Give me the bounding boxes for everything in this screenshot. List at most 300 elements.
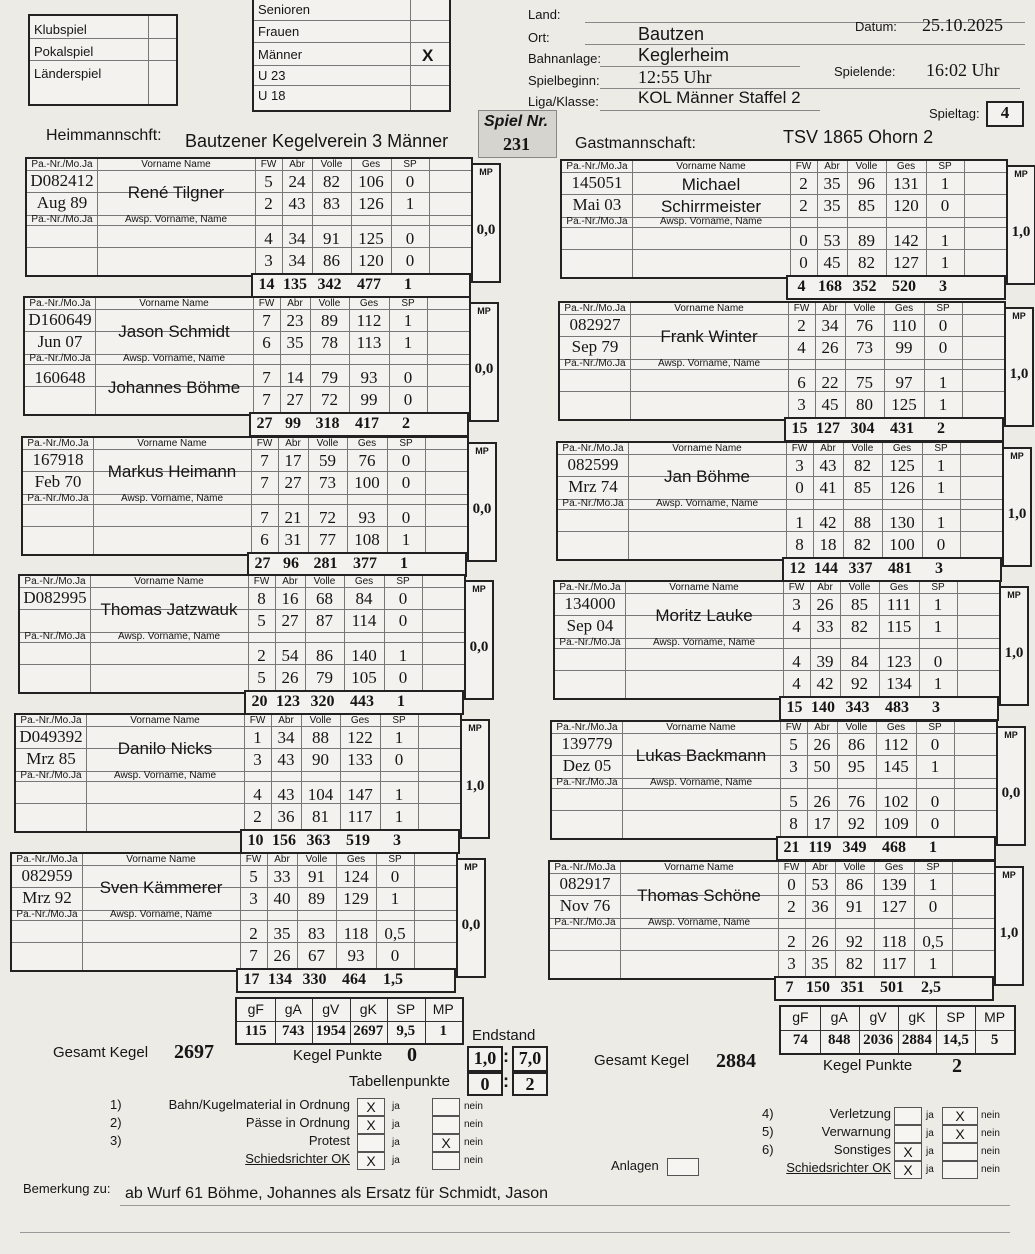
mp-header: MP	[1007, 590, 1021, 600]
player-pass: 167918	[32, 450, 84, 469]
check-nein-box[interactable]	[432, 1152, 460, 1170]
col-header-sub-name: Awsp. Vorname, Name	[659, 216, 763, 227]
category-frauen: Frauen	[258, 24, 300, 39]
score-cell: 92	[846, 932, 863, 951]
score-cell: 2	[787, 932, 796, 951]
score-cell: 124	[343, 867, 369, 886]
col-header-abr: Abr	[285, 438, 301, 449]
total-cell: 520	[892, 278, 916, 295]
total-cell: 10	[247, 832, 264, 849]
player-date: Nov 76	[559, 896, 611, 915]
col-header-pass: Pa.-Nr./Mo.Ja	[559, 582, 621, 593]
col-header-sp: SP	[401, 298, 415, 309]
anlagen-label: Anlagen	[611, 1158, 659, 1173]
col-header-volle: Volle	[853, 303, 876, 314]
ort-value: Bautzen	[638, 24, 705, 44]
score-cell: 35	[286, 333, 304, 352]
mp-value: 1,0	[1009, 366, 1029, 382]
col-header-ges: Ges	[896, 161, 916, 172]
check-number: 4)	[762, 1106, 774, 1121]
score-cell: 17	[284, 451, 302, 470]
check-label: Schiedsrichter OK	[786, 1160, 891, 1175]
mp-header: MP	[1014, 169, 1028, 179]
guest-player-block	[560, 159, 1035, 297]
endstand-home: 1,0	[467, 1046, 503, 1072]
total-cell: 1	[929, 839, 937, 856]
player-name: Michael	[681, 175, 741, 194]
mp-box	[1002, 447, 1032, 567]
score-cell: 82	[858, 253, 875, 272]
score-cell: 2	[799, 196, 808, 215]
score-cell: 139	[881, 875, 907, 894]
score-cell: 0	[930, 735, 940, 754]
score-cell: 8	[789, 814, 798, 833]
guest-gesamt-value: 2884	[716, 1050, 756, 1072]
score-cell: 5	[789, 735, 798, 754]
col-header-sp: SP	[931, 582, 945, 593]
score-cell: 72	[321, 390, 338, 409]
mp-box	[1006, 165, 1035, 285]
check-ja-box[interactable]: X	[894, 1143, 922, 1161]
check-nein-box[interactable]: X	[942, 1125, 978, 1143]
total-cell: 15	[791, 420, 808, 437]
col-header-name: Vorname Name	[130, 715, 200, 726]
check-nein-box[interactable]	[942, 1143, 978, 1161]
ja-label: ja	[926, 1128, 934, 1139]
score-cell: 35	[823, 174, 841, 193]
total-cell: 281	[313, 555, 338, 572]
score-cell: 0	[405, 251, 415, 270]
check-nein-box[interactable]: X	[432, 1134, 460, 1152]
total-cell: 1	[404, 276, 412, 293]
score-cell: 68	[316, 589, 333, 608]
mp-box	[999, 586, 1029, 706]
score-cell: 130	[889, 513, 915, 532]
score-cell: 3	[787, 954, 796, 973]
score-cell: 0	[787, 875, 796, 894]
mp-value: 1,0	[999, 925, 1019, 941]
player-total-row	[244, 690, 464, 715]
score-cell: 83	[323, 194, 340, 213]
score-cell: 7	[260, 473, 269, 492]
score-cell: 35	[811, 954, 829, 973]
col-header-fw: FW	[258, 298, 275, 309]
score-cell: 6	[262, 333, 271, 352]
category-senioren: Senioren	[258, 2, 311, 17]
total-cell: 330	[302, 971, 327, 988]
score-cell: 120	[358, 251, 384, 270]
player-pass: 082959	[21, 866, 73, 885]
total-cell: 144	[814, 560, 838, 577]
mp-header: MP	[472, 584, 486, 594]
col-header-ges: Ges	[889, 582, 909, 593]
score-cell: 1	[928, 875, 938, 894]
total-cell: 342	[317, 276, 342, 293]
score-cell: 123	[886, 652, 912, 671]
score-cell: 140	[351, 646, 377, 665]
mp-header: MP	[1002, 870, 1016, 880]
player-name: Frank Winter	[660, 327, 758, 346]
col-header-name: Vorname Name	[141, 159, 211, 170]
guest-player-block	[548, 860, 1028, 998]
score-cell: 82	[851, 617, 868, 636]
col-header-sub-name: Awsp. Vorname, Name	[657, 358, 761, 369]
endstand-guest: 7,0	[512, 1046, 548, 1072]
ja-label: ja	[392, 1101, 400, 1112]
score-cell: 50	[813, 757, 831, 776]
score-cell: 1	[390, 889, 400, 908]
check-ja-box[interactable]: X	[357, 1116, 385, 1134]
score-cell: 6	[260, 530, 269, 549]
col-header-pass: Pa.-Nr./Mo.Ja	[24, 576, 86, 587]
total-cell: 481	[888, 560, 912, 577]
total-cell: 12	[789, 560, 806, 577]
col-header-pass: Pa.-Nr./Mo.Ja	[554, 862, 616, 873]
home-player-block	[21, 436, 501, 574]
spielnr-label: Spiel Nr.	[484, 113, 549, 130]
check-label: Verwarnung	[821, 1124, 891, 1139]
col-header-sp: SP	[403, 159, 417, 170]
total-cell: 156	[272, 832, 296, 849]
col-header-volle: Volle	[843, 862, 866, 873]
col-header-name: Vorname Name	[139, 298, 209, 309]
score-cell: 26	[816, 595, 834, 614]
player-pass: D082995	[23, 588, 87, 607]
score-cell: 3	[797, 395, 806, 414]
score-cell: 2	[797, 316, 806, 335]
score-cell: 35	[273, 924, 291, 943]
home-player-block	[14, 713, 494, 851]
category-mark: X	[422, 46, 434, 65]
col-header-pass: Pa.-Nr./Mo.Ja	[31, 159, 93, 170]
endstand-colon: :	[503, 1046, 509, 1066]
score-cell: 93	[347, 946, 365, 965]
check-ja-box[interactable]: X	[357, 1152, 385, 1170]
score-cell: 0	[403, 390, 413, 409]
col-header-name: Vorname Name	[137, 438, 207, 449]
guest-summary-table	[779, 1005, 1016, 1055]
summary-header: gF	[792, 1009, 809, 1025]
summary-value: 1	[439, 1023, 447, 1039]
score-cell: 2	[787, 897, 796, 916]
score-cell: 133	[347, 750, 373, 769]
mp-header: MP	[1010, 451, 1024, 461]
guest-kp-value: 2	[952, 1055, 962, 1077]
tabellen-label: Tabellenpunkte	[349, 1073, 450, 1090]
score-cell: 1	[398, 646, 408, 665]
score-cell: 43	[819, 456, 837, 475]
total-cell: 377	[353, 555, 377, 572]
score-cell: 84	[355, 589, 373, 608]
score-cell: 0	[930, 792, 940, 811]
col-header-name: Vorname Name	[666, 722, 736, 733]
home-label: Heimmannschft:	[46, 127, 162, 144]
score-cell: 1	[940, 231, 950, 250]
score-cell: 0,5	[384, 924, 406, 943]
check-ja-box[interactable]	[357, 1134, 385, 1152]
col-header-ges: Ges	[354, 576, 374, 587]
col-header-ges: Ges	[350, 715, 370, 726]
summary-value: 115	[244, 1023, 267, 1039]
score-cell: 2	[253, 807, 262, 826]
score-cell: 14	[286, 368, 304, 387]
total-cell: 320	[310, 693, 335, 710]
col-header-sp: SP	[938, 161, 952, 172]
player-name: Danilo Nicks	[117, 739, 213, 758]
score-cell: 2	[799, 174, 808, 193]
mp-value: 0,0	[1001, 785, 1021, 801]
score-cell: 96	[858, 174, 875, 193]
nein-label: nein	[981, 1110, 1000, 1121]
score-cell: 79	[316, 668, 333, 687]
score-cell: 147	[347, 785, 373, 804]
col-header-volle: Volle	[309, 715, 332, 726]
summary-header: MP	[432, 1001, 454, 1017]
score-cell: 7	[249, 946, 258, 965]
total-cell: 3	[939, 278, 947, 295]
check-ja-box[interactable]	[894, 1125, 922, 1143]
match-type-pokalspiel: Pokalspiel	[34, 44, 94, 59]
score-cell: 5	[257, 668, 266, 687]
score-cell: 0	[799, 231, 808, 250]
score-cell: 118	[343, 924, 369, 943]
score-cell: 120	[893, 196, 919, 215]
guest-label: Gastmannschaft:	[575, 135, 696, 152]
nein-label: nein	[464, 1101, 483, 1112]
col-header-volle: Volle	[851, 443, 874, 454]
score-cell: 145	[883, 757, 909, 776]
player-name: Markus Heimann	[107, 462, 237, 481]
score-cell: 41	[819, 478, 837, 497]
total-cell: 2	[937, 420, 945, 437]
player-name: Thomas Schöne	[637, 886, 761, 905]
total-cell: 1	[400, 555, 408, 572]
col-header-abr: Abr	[274, 854, 290, 865]
score-cell: 99	[360, 390, 378, 409]
col-header-fw: FW	[788, 582, 805, 593]
score-cell: 82	[854, 456, 871, 475]
check-number: 2)	[110, 1115, 122, 1130]
col-header-sub-pass: Pa.-Nr./Mo.Ja	[556, 777, 618, 788]
summary-header: MP	[984, 1009, 1006, 1025]
total-cell: 3	[932, 699, 940, 716]
mp-box	[456, 858, 486, 978]
mp-header: MP	[477, 306, 491, 316]
col-header-sp: SP	[392, 715, 406, 726]
score-cell: 76	[848, 792, 865, 811]
col-header-ges: Ges	[361, 159, 381, 170]
col-header-sub-pass: Pa.-Nr./Mo.Ja	[16, 909, 78, 920]
player-date: Mrz 85	[26, 749, 76, 768]
score-cell: 0	[940, 196, 950, 215]
score-cell: 91	[323, 229, 340, 248]
total-cell: 27	[254, 555, 271, 572]
mp-box	[467, 442, 497, 562]
score-cell: 1	[940, 174, 950, 193]
score-cell: 26	[813, 792, 831, 811]
col-header-pass: Pa.-Nr./Mo.Ja	[20, 715, 82, 726]
mp-value: 1,0	[1007, 506, 1027, 522]
datum-label: Datum:	[855, 19, 897, 34]
col-header-name: Vorname Name	[134, 576, 204, 587]
score-cell: 0	[405, 229, 415, 248]
summary-header: SP	[946, 1009, 966, 1025]
ja-label: ja	[926, 1164, 934, 1175]
nein-label: nein	[464, 1137, 483, 1148]
home-summary-table	[235, 997, 464, 1045]
total-cell: 2,5	[921, 979, 941, 996]
score-cell: 1	[403, 311, 413, 330]
col-header-ges: Ges	[894, 303, 914, 314]
tab-guest: 2	[512, 1072, 548, 1096]
total-cell: 134	[268, 971, 292, 988]
score-cell: 82	[323, 172, 340, 191]
score-cell: 26	[813, 735, 831, 754]
score-cell: 127	[893, 253, 919, 272]
summary-value: 2036	[863, 1032, 894, 1048]
mp-value: 0,0	[474, 361, 494, 377]
spielnr-box	[478, 110, 557, 158]
col-header-ges: Ges	[892, 443, 912, 454]
total-cell: 318	[315, 415, 340, 432]
col-header-ges: Ges	[359, 298, 379, 309]
player-date: Mai 03	[572, 195, 622, 214]
score-cell: 5	[789, 792, 798, 811]
col-header-sub-name: Awsp. Vorname, Name	[122, 353, 226, 364]
remark-text: ab Wurf 61 Böhme, Johannes als Ersatz für Schmidt, Jason	[125, 1185, 549, 1202]
check-ja-box[interactable]: X	[894, 1161, 922, 1179]
anlagen-box	[667, 1158, 699, 1176]
total-cell: 15	[786, 699, 803, 716]
player-name-2: Schirrmeister	[660, 197, 762, 216]
check-label: Schiedsrichter OK	[245, 1151, 350, 1166]
col-header-fw: FW	[260, 159, 277, 170]
nein-label: nein	[464, 1119, 483, 1130]
summary-header: gK	[359, 1001, 377, 1017]
col-header-sub-name: Awsp. Vorname, Name	[649, 777, 753, 788]
score-cell: 92	[848, 814, 865, 833]
col-header-name: Vorname Name	[674, 303, 744, 314]
col-header-abr: Abr	[817, 582, 833, 593]
check-nein-box[interactable]	[432, 1098, 460, 1116]
player-date: Mrz 74	[568, 477, 618, 496]
score-cell: 26	[821, 338, 839, 357]
score-cell: 0	[398, 611, 408, 630]
check-ja-box[interactable]: X	[357, 1098, 385, 1116]
mp-header: MP	[1004, 730, 1018, 740]
player-pass: D160649	[28, 310, 92, 329]
check-nein-box[interactable]	[432, 1116, 460, 1134]
summary-header: gF	[247, 1001, 264, 1017]
score-cell: 117	[881, 954, 907, 973]
home-gesamt-value: 2697	[174, 1041, 214, 1063]
score-cell: 67	[308, 946, 325, 965]
player-pass: 145051	[571, 173, 623, 192]
datum-value: 25.10.2025	[922, 15, 1003, 35]
score-cell: 77	[319, 530, 336, 549]
check-label: Bahn/Kugelmaterial in Ordnung	[168, 1097, 350, 1112]
col-header-sub-name: Awsp. Vorname, Name	[113, 770, 217, 781]
total-cell: 1,5	[383, 971, 403, 988]
col-header-ges: Ges	[886, 722, 906, 733]
score-cell: 36	[277, 807, 295, 826]
score-cell: 73	[856, 338, 873, 357]
check-nein-box[interactable]	[942, 1161, 978, 1179]
score-cell: 45	[823, 253, 841, 272]
score-cell: 86	[316, 646, 333, 665]
score-cell: 1	[938, 373, 948, 392]
mp-value: 0,0	[469, 639, 489, 655]
mp-box	[460, 719, 490, 839]
score-cell: 42	[819, 513, 837, 532]
score-cell: 118	[881, 932, 907, 951]
score-cell: 1	[936, 456, 946, 475]
player-pass: 139779	[561, 734, 613, 753]
mp-value: 1,0	[1011, 224, 1031, 240]
col-header-volle: Volle	[318, 298, 341, 309]
total-cell: 3	[935, 560, 943, 577]
col-header-pass: Pa.-Nr./Mo.Ja	[556, 722, 618, 733]
check-label: Sonstiges	[833, 1142, 891, 1157]
col-header-sub-name: Awsp. Vorname, Name	[124, 214, 228, 225]
score-cell: 85	[858, 196, 875, 215]
nein-label: nein	[981, 1146, 1000, 1157]
nein-label: nein	[464, 1155, 483, 1166]
col-header-fw: FW	[249, 715, 266, 726]
total-cell: 483	[885, 699, 909, 716]
total-cell: 4	[797, 278, 806, 295]
summary-header: gA	[284, 1001, 302, 1017]
score-cell: 5	[249, 867, 258, 886]
score-cell: 34	[821, 316, 839, 335]
col-header-sub-name: Awsp. Vorname, Name	[109, 909, 213, 920]
summary-header: gK	[908, 1009, 926, 1025]
check-ja-box[interactable]	[894, 1107, 922, 1125]
check-nein-box[interactable]: X	[942, 1107, 978, 1125]
score-cell: 125	[889, 456, 915, 475]
summary-header: gA	[830, 1009, 848, 1025]
score-cell: 5	[264, 172, 273, 191]
summary-value: 5	[990, 1032, 999, 1048]
category-u23: U 23	[258, 68, 286, 83]
player-name: Jason Schmidt	[118, 322, 230, 341]
score-cell: 27	[284, 473, 302, 492]
bahn-value: Keglerheim	[638, 45, 730, 65]
score-cell: 0	[394, 750, 404, 769]
score-cell: 142	[893, 231, 919, 250]
score-cell: 31	[284, 530, 302, 549]
score-cell: 21	[284, 508, 302, 527]
score-cell: 3	[249, 889, 258, 908]
summary-value: 74	[792, 1032, 808, 1048]
player-total-row	[251, 273, 471, 298]
total-cell: 96	[283, 555, 299, 572]
col-header-sub-pass: Pa.-Nr./Mo.Ja	[31, 214, 93, 225]
total-cell: 2	[402, 415, 410, 432]
score-cell: 0	[398, 589, 408, 608]
col-header-pass: Pa.-Nr./Mo.Ja	[562, 443, 624, 454]
col-header-volle: Volle	[305, 854, 328, 865]
mp-box	[994, 866, 1024, 986]
score-cell: 43	[288, 194, 306, 213]
score-cell: 0	[933, 652, 943, 671]
score-cell: 89	[321, 311, 338, 330]
score-cell: 72	[319, 508, 336, 527]
sub-pass: 160648	[34, 368, 86, 387]
match-type-box	[28, 14, 178, 106]
score-cell: 4	[264, 229, 273, 248]
home-player-block	[10, 852, 490, 990]
